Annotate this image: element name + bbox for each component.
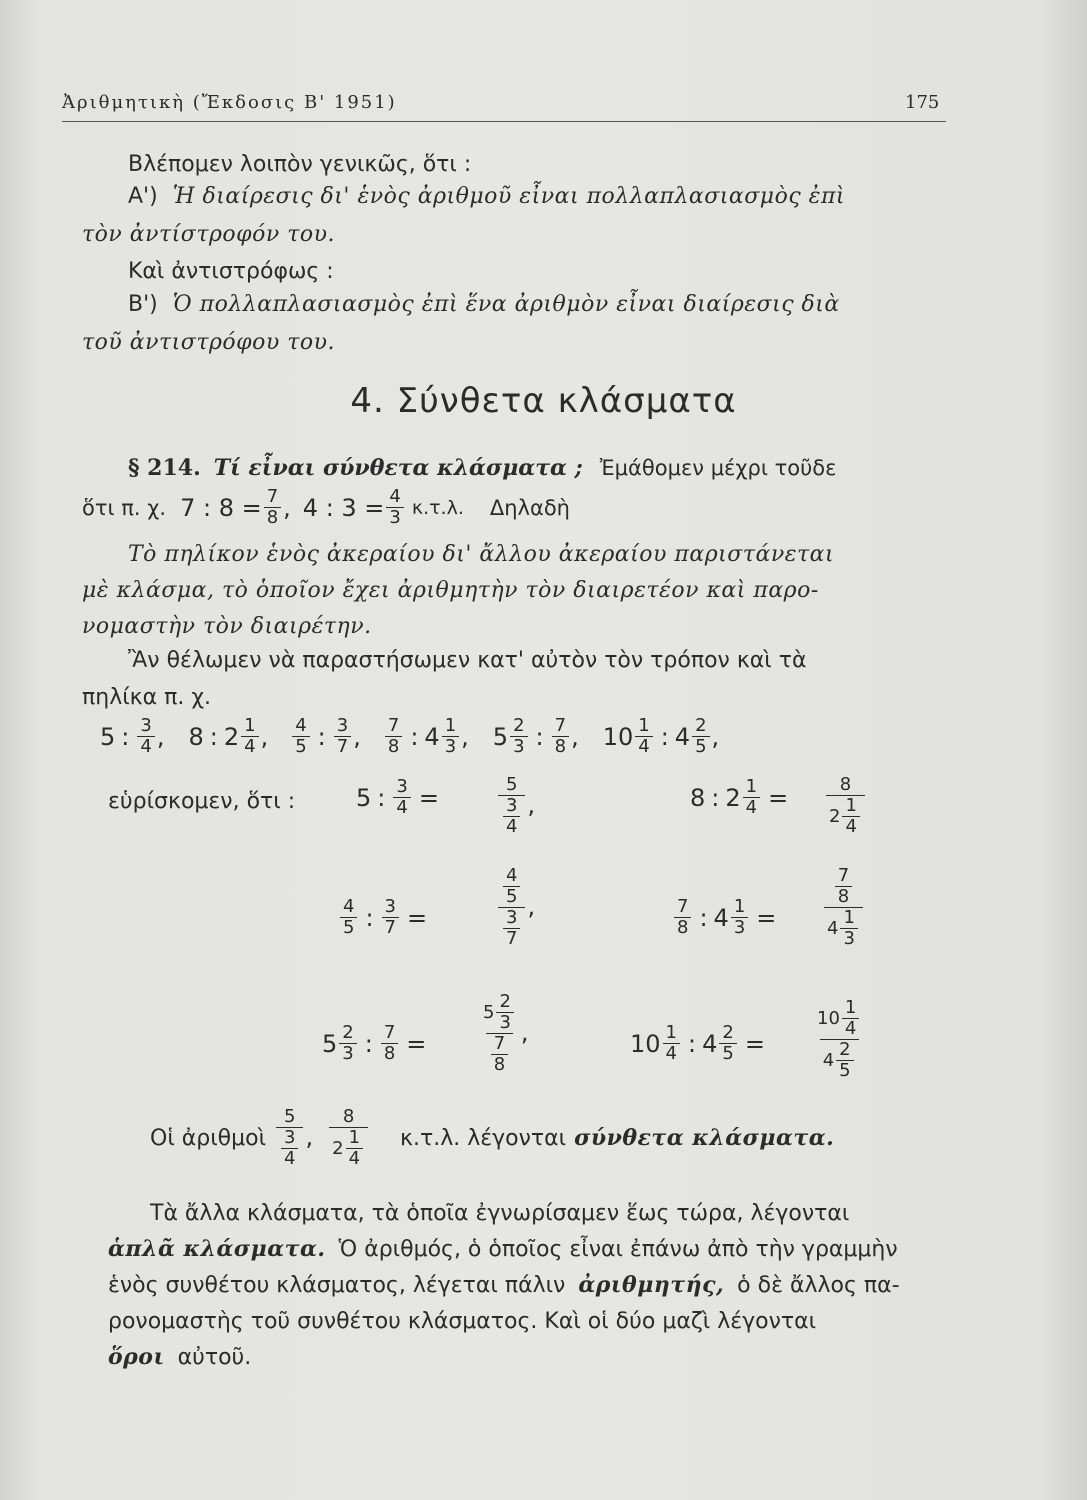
e2-mixed — [224, 716, 261, 757]
colon: : — [377, 783, 386, 812]
equals: = — [744, 1029, 765, 1058]
colon: : — [410, 722, 419, 751]
e2-den: 4 — [241, 736, 258, 757]
r1-whole: 5 — [356, 783, 372, 812]
r4-c-dn: 1 — [843, 907, 855, 928]
e3-n2: 3 — [336, 715, 349, 736]
e2-mixed-whole: 2 — [223, 722, 240, 751]
page-number: 175 — [905, 92, 940, 113]
etc-called: κ.τ.λ. λέγονται — [400, 1125, 567, 1151]
comma: , — [461, 722, 469, 751]
final-para-line-1: Τὰ ἄλλα κλάσματα, τὰ ὁποῖα ἐγνωρίσαμεν ἕως τώρα, λέγονται — [150, 1201, 850, 1226]
rule-a — [128, 184, 845, 209]
r6-c-nd: 4 — [842, 1018, 859, 1039]
e4-d2: 3 — [442, 736, 459, 757]
eq1-num: 7 — [266, 486, 279, 507]
section-214-line — [128, 455, 837, 481]
simple-fractions-term: ἁπλᾶ κλάσματα. — [108, 1236, 326, 1262]
e6-n1: 1 — [638, 715, 650, 736]
r2-num: 1 — [745, 776, 758, 797]
comma: , — [571, 722, 579, 751]
e6-whole1: 10 — [602, 722, 634, 751]
equals: = — [406, 1029, 427, 1058]
if-line-2: πηλίκα π. χ. — [82, 685, 212, 710]
final-para-line-4: ρονομαστὴς τοῦ συνθέτου κλάσματος. Καὶ οἱ δύο μαζὶ λέγονται — [108, 1309, 817, 1334]
colon: : — [660, 722, 669, 751]
r6-d1: 4 — [663, 1043, 680, 1064]
result-6-compound — [812, 998, 866, 1081]
e-g-label: ὅτι π. χ. — [82, 495, 167, 520]
r3-d1: 5 — [340, 917, 357, 938]
r2-c-mw: 2 — [829, 805, 841, 827]
division-examples-line — [82, 487, 570, 528]
c2-num: 8 — [342, 1106, 355, 1127]
r5-d1: 3 — [339, 1043, 356, 1064]
r3-c-dn: 3 — [506, 907, 518, 928]
compound-fractions-term: σύνθετα κλάσματα. — [574, 1125, 835, 1151]
result-5-compound — [478, 992, 529, 1075]
e3-d1: 5 — [292, 736, 309, 757]
e6-whole2: 4 — [674, 722, 691, 751]
e6-mixed2 — [675, 716, 712, 757]
r1-den: 4 — [393, 797, 410, 818]
rule-a-text-cont: τὸν ἀντίστροφόν του. — [82, 222, 335, 247]
section-title: 4. Σύνθετα κλάσματα — [350, 381, 737, 421]
r4-c-dd: 3 — [840, 928, 857, 949]
equals: = — [418, 783, 439, 812]
e4-frac1 — [385, 716, 402, 757]
e1-num: 3 — [140, 715, 152, 736]
definition-line-1: Τὸ πηλίκον ἑνὸς ἀκεραίου δι' ἄλλου ἀκεραίου παριστάνεται — [128, 542, 835, 567]
r5-c-dn: 7 — [493, 1033, 506, 1054]
comma: , — [283, 493, 291, 522]
section-question: Τί εἶναι σύνθετα κλάσματα ; — [213, 455, 583, 481]
equals: = — [768, 783, 789, 812]
e4-d1: 8 — [385, 736, 402, 757]
colon: : — [121, 722, 130, 751]
if-line-1: Ἂν θέλωμεν νὰ παραστήσωμεν κατ' αὐτὸν τὸν τρόπον καὶ τὰ — [128, 648, 807, 673]
section-text-start: Ἐμάθομεν μέχρι τοῦδε — [599, 456, 837, 480]
r2-c-dn: 1 — [845, 795, 857, 816]
r1-c-dn: 3 — [506, 795, 518, 816]
r5-c-nd: 3 — [496, 1012, 513, 1033]
final-para-line-3-a: ἑνὸς συνθέτου κλάσματος, λέγεται πάλιν — [108, 1273, 566, 1298]
compound-example-1 — [274, 1107, 313, 1169]
e1-fraction — [137, 716, 154, 757]
r4-mw: 4 — [713, 903, 729, 932]
numbers-label: Οἱ ἀριθμοὶ — [150, 1125, 267, 1151]
final-para-line-3 — [108, 1268, 900, 1303]
eq2-left: 4 : 3 = — [302, 493, 385, 522]
r6-c-dw: 4 — [822, 1049, 835, 1071]
e4-n1: 7 — [387, 715, 400, 736]
result-4-compound — [822, 866, 865, 949]
we-find-label: εὑρίσκομεν, ὅτι : — [108, 789, 296, 814]
comma: , — [527, 892, 536, 921]
r6-d2: 5 — [719, 1043, 736, 1064]
r6-n1: 1 — [665, 1022, 677, 1043]
colon: : — [535, 722, 544, 751]
eq1-den: 8 — [264, 507, 281, 528]
colon: : — [364, 1029, 373, 1058]
r6-c-nw: 10 — [817, 1007, 840, 1029]
e5-mixed — [493, 716, 530, 757]
r4-d2: 3 — [731, 917, 748, 938]
result-4 — [672, 897, 782, 938]
final-para-line-5 — [108, 1340, 251, 1375]
r3-c-nd: 5 — [503, 886, 520, 907]
comma: , — [260, 722, 269, 751]
e3-n1: 4 — [295, 715, 307, 736]
rule-b-text: Ὁ πολλαπλασιασμὸς ἐπὶ ἕνα ἀριθμὸν εἶναι διαίρεσις διὰ — [172, 292, 840, 317]
r4-c-nn: 7 — [837, 865, 850, 886]
final-para-line-3-b: ὁ δὲ ἄλλος πα- — [737, 1273, 900, 1298]
e5-n2: 7 — [554, 715, 567, 736]
definition-line-3: νομαστὴν τὸν διαιρέτην. — [82, 614, 372, 639]
r6-c-nn: 1 — [844, 997, 857, 1018]
colon: : — [699, 903, 708, 932]
its-word: αὐτοῦ. — [177, 1345, 252, 1370]
c2-mw: 2 — [332, 1137, 344, 1159]
e5-whole: 5 — [492, 722, 509, 751]
e6-d2: 5 — [692, 736, 709, 757]
equals: = — [756, 903, 777, 932]
colon: : — [688, 1029, 697, 1058]
result-3-compound — [496, 866, 535, 949]
compound-example-2 — [327, 1107, 370, 1169]
e5-d1: 3 — [510, 736, 527, 757]
e6-d1: 4 — [635, 736, 652, 757]
rule-b — [128, 292, 840, 317]
r5-c-dd: 8 — [491, 1054, 508, 1075]
equals: = — [407, 903, 428, 932]
r5-w1: 5 — [322, 1029, 338, 1058]
e3-d2: 7 — [334, 736, 351, 757]
r5-n1: 2 — [342, 1022, 354, 1043]
rule-b-label: Β') — [128, 292, 158, 317]
r6-c-dn: 2 — [839, 1039, 851, 1060]
e5-frac2 — [552, 716, 569, 757]
colon: : — [711, 783, 720, 812]
e5-d2: 8 — [552, 736, 569, 757]
e3-frac2 — [334, 716, 351, 757]
comma: , — [711, 722, 720, 751]
result-1 — [356, 777, 445, 818]
r2-c-dd: 4 — [842, 816, 859, 837]
e1-whole: 5 — [100, 722, 116, 751]
comma: , — [156, 722, 165, 751]
r4-c-mw: 4 — [827, 917, 839, 939]
c2-dd: 4 — [346, 1148, 363, 1169]
final-para-line-2 — [108, 1232, 898, 1267]
c2-dn: 1 — [348, 1127, 361, 1148]
rule-a-text: Ἡ διαίρεσις δι' ἑνὸς ἀριθμοῦ εἶναι πολλαπλασιασμὸς ἐπὶ — [172, 184, 846, 209]
e6-mixed1 — [603, 716, 655, 757]
e3-frac1 — [292, 716, 309, 757]
rule-a-label: Α') — [128, 184, 158, 209]
r4-n2: 1 — [733, 896, 746, 917]
r6-w2: 4 — [702, 1029, 718, 1058]
result-2 — [690, 777, 794, 818]
r6-n2: 2 — [722, 1022, 734, 1043]
c1-num: 5 — [284, 1106, 296, 1127]
r2-mw: 2 — [725, 783, 741, 812]
r1-num: 3 — [396, 776, 408, 797]
e4-mixed — [424, 716, 461, 757]
comma: , — [520, 1018, 529, 1047]
r3-n2: 3 — [384, 896, 396, 917]
r3-d2: 7 — [382, 917, 399, 938]
e6-n2: 2 — [695, 715, 707, 736]
colon: : — [317, 722, 326, 751]
header-rule — [62, 121, 946, 122]
comma: , — [353, 722, 361, 751]
r3-c-dd: 7 — [503, 928, 520, 949]
final-para-line-2-rest: Ὁ ἀριθμός, ὁ ὁποῖος εἶναι ἐπάνω ἀπὸ τὴν γραμμὴν — [338, 1237, 898, 1262]
intro-line: Βλέπομεν λοιπὸν γενικῶς, ὅτι : — [128, 152, 472, 177]
r1-c-num: 5 — [506, 774, 518, 795]
r4-c-nd: 8 — [835, 886, 852, 907]
compound-definition-line — [150, 1107, 834, 1169]
definition-line-2: μὲ κλάσμα, τὸ ὁποῖον ἔχει ἀριθμητὴν τὸν διαιρετέον καὶ παρο- — [82, 578, 819, 603]
r3-c-nn: 4 — [506, 865, 518, 886]
c1-dn: 3 — [284, 1127, 296, 1148]
result-1-compound — [496, 775, 535, 837]
section-sign: § 214. — [128, 455, 201, 481]
eq2-fraction — [386, 487, 403, 528]
result-6 — [630, 1023, 771, 1064]
r2-whole: 8 — [690, 783, 706, 812]
numerator-term: ἀριθμητής, — [578, 1272, 725, 1298]
comma: , — [527, 791, 536, 819]
r5-n2: 7 — [383, 1022, 396, 1043]
namely-label: Δηλαδὴ — [489, 495, 570, 520]
eq1-left: 7 : 8 = — [180, 493, 262, 522]
r4-n1: 7 — [677, 896, 689, 917]
r1-c-dd: 4 — [503, 816, 520, 837]
eq2-num: 4 — [389, 486, 401, 507]
r4-d1: 8 — [674, 917, 691, 938]
c1-dd: 4 — [281, 1148, 298, 1169]
r6-c-dd: 5 — [836, 1060, 853, 1081]
r5-c-nw: 5 — [483, 1001, 495, 1023]
result-3 — [338, 897, 433, 938]
r3-n1: 4 — [343, 896, 355, 917]
e5-n1: 2 — [513, 715, 525, 736]
colon: : — [209, 722, 218, 751]
running-title: Ἀριθμητικὴ (Ἔκδοσις Β' 1951) — [62, 92, 397, 113]
result-2-compound — [824, 775, 867, 837]
e2-num: 1 — [244, 715, 256, 736]
terms-word: ὅροι — [108, 1344, 165, 1370]
conversely-line: Καὶ ἀντιστρόφως : — [128, 259, 334, 284]
comma: , — [305, 1123, 314, 1151]
r5-d2: 8 — [381, 1043, 398, 1064]
r2-den: 4 — [743, 797, 760, 818]
e1-den: 4 — [137, 736, 154, 757]
r5-c-nn: 2 — [499, 991, 511, 1012]
r2-c-num: 8 — [839, 774, 852, 795]
eq2-den: 3 — [386, 507, 403, 528]
e4-mixed-whole: 4 — [424, 722, 440, 751]
result-5 — [322, 1023, 432, 1064]
e2-whole: 8 — [188, 722, 204, 751]
e4-n2: 1 — [444, 715, 457, 736]
quotients-row — [100, 716, 719, 757]
colon: : — [365, 903, 374, 932]
r6-w1: 10 — [630, 1029, 661, 1058]
etc-label: κ.τ.λ. — [411, 496, 464, 519]
rule-b-text-cont: τοῦ ἀντιστρόφου του. — [82, 330, 335, 355]
eq1-fraction — [264, 487, 281, 528]
